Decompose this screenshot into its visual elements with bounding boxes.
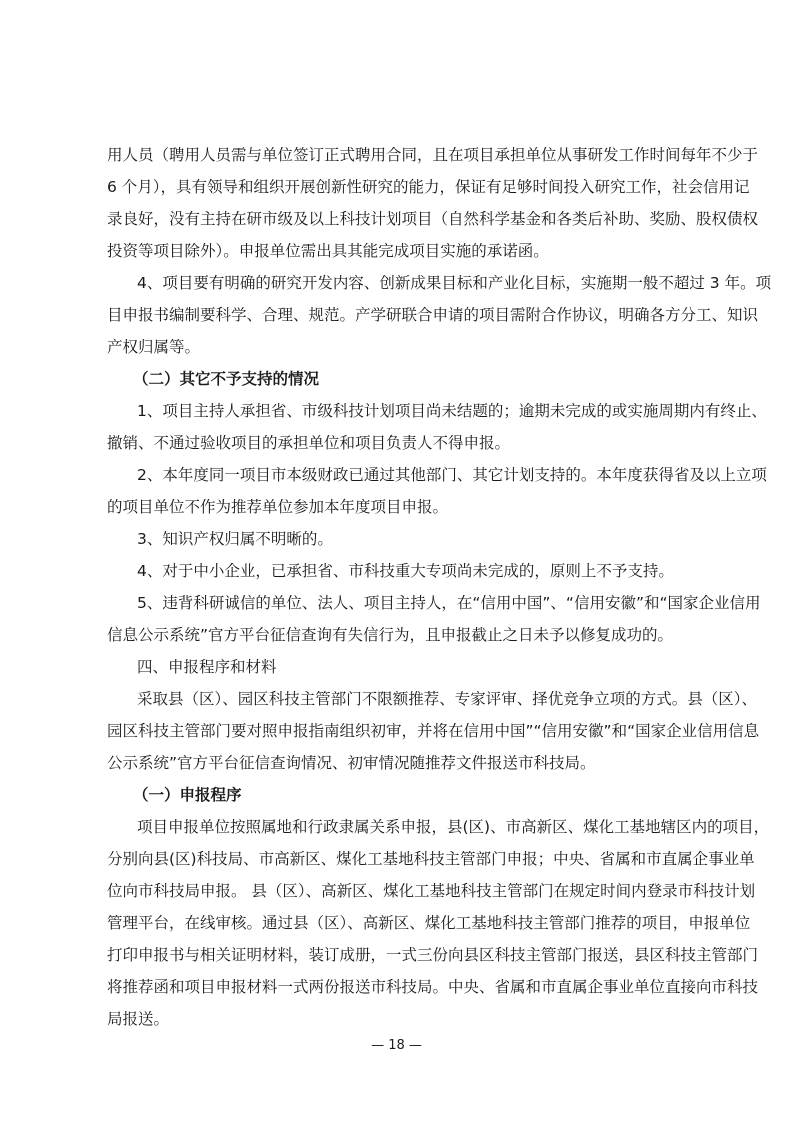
paragraph-line: 采取县（区）、园区科技主管部门不限额推荐、专家评审、择优竞争立项的方式。县（区）、 [137,690,758,708]
section-heading-procedure-materials: 四、申报程序和材料 [137,658,277,676]
paragraph-line: 1、项目主持人承担省、市级科技计划项目尚未结题的；逾期未完成的或实施周期内有终止、 [137,402,767,420]
paragraph-line: 4、对于中小企业，已承担省、市科技重大专项尚未完成的，原则上不予支持。 [137,562,674,580]
section-heading-other: （二）其它不予支持的情况 [133,370,320,388]
paragraph-line: 管理平台，在线审核。通过县（区）、高新区、煤化工基地科技主管部门推荐的项目，申报单位 [107,914,751,932]
paragraph-line: 撤销、不通过验收项目的承担单位和项目负责人不得申报。 [107,434,511,452]
paragraph-line: 4、项目要有明确的研究开发内容、创新成果目标和产业化目标，实施期一般不超过 3 年。项 [137,274,772,292]
paragraph-line: 2、本年度同一项目市本级财政已通过其他部门、其它计划支持的。本年度获得省及以上立项 [137,466,767,484]
paragraph-line: 分别向县(区)科技局、市高新区、煤化工基地科技主管部门申报；中央、省属和市直属企事业单 [107,850,755,868]
paragraph-line: 园区科技主管部门要对照申报指南组织初审，并将在信用中国”“信用安徽”和“国家企业信用信息 [107,722,760,740]
paragraph-line: 的项目单位不作为推荐单位参加本年度项目申报。 [107,498,449,516]
paragraph-line: 目申报书编制要科学、合理、规范。产学研联合申请的项目需附合作协议，明确各方分工、知识 [107,306,759,324]
paragraph-line: 打印申报书与相关证明材料，装订成册，一式三份向县区科技主管部门报送，县区科技主管部门 [107,946,759,964]
page-number: — 18 — [371,1038,422,1053]
paragraph-line: 将推荐函和项目申报材料一式两份报送市科技局。中央、省属和市直属企事业单位直接向市科技 [107,978,759,996]
paragraph-line: 位向市科技局申报。 县（区）、高新区、煤化工基地科技主管部门在规定时间内登录市科技计划 [107,882,756,900]
paragraph-line: 投资等项目除外）。申报单位需出具其能完成项目实施的承诺函。 [107,242,549,260]
paragraph-line: 6 个月），具有领导和组织开展创新性研究的能力，保证有足够时间投入研究工作，社会信用记 [107,178,750,196]
section-heading-procedure: （一）申报程序 [133,786,242,804]
paragraph-line: 公示系统”官方平台征信查询情况、初审情况随推荐文件报送市科技局。 [107,754,596,772]
paragraph-line: 5、违背科研诚信的单位、法人、项目主持人，在“信用中国”、“信用安徽”和“国家企业信用 [137,594,761,612]
paragraph-line: 录良好，没有主持在研市级及以上科技计划项目（自然科学基金和各类后补助、奖励、股权债权 [107,210,759,228]
paragraph-line: 用人员（聘用人员需与单位签订正式聘用合同，且在项目承担单位从事研发工作时间每年不少于 [107,146,759,164]
paragraph-line: 产权归属等。 [107,338,201,356]
paragraph-line: 项目申报单位按照属地和行政隶属关系申报，县(区)、市高新区、煤化工基地辖区内的项目， [137,818,770,836]
paragraph-line: 信息公示系统”官方平台征信查询有失信行为，且申报截止之日未予以修复成功的。 [107,626,674,644]
paragraph-line: 3、知识产权归属不明晰的。 [137,530,333,548]
paragraph-line: 局报送。 [107,1010,170,1028]
